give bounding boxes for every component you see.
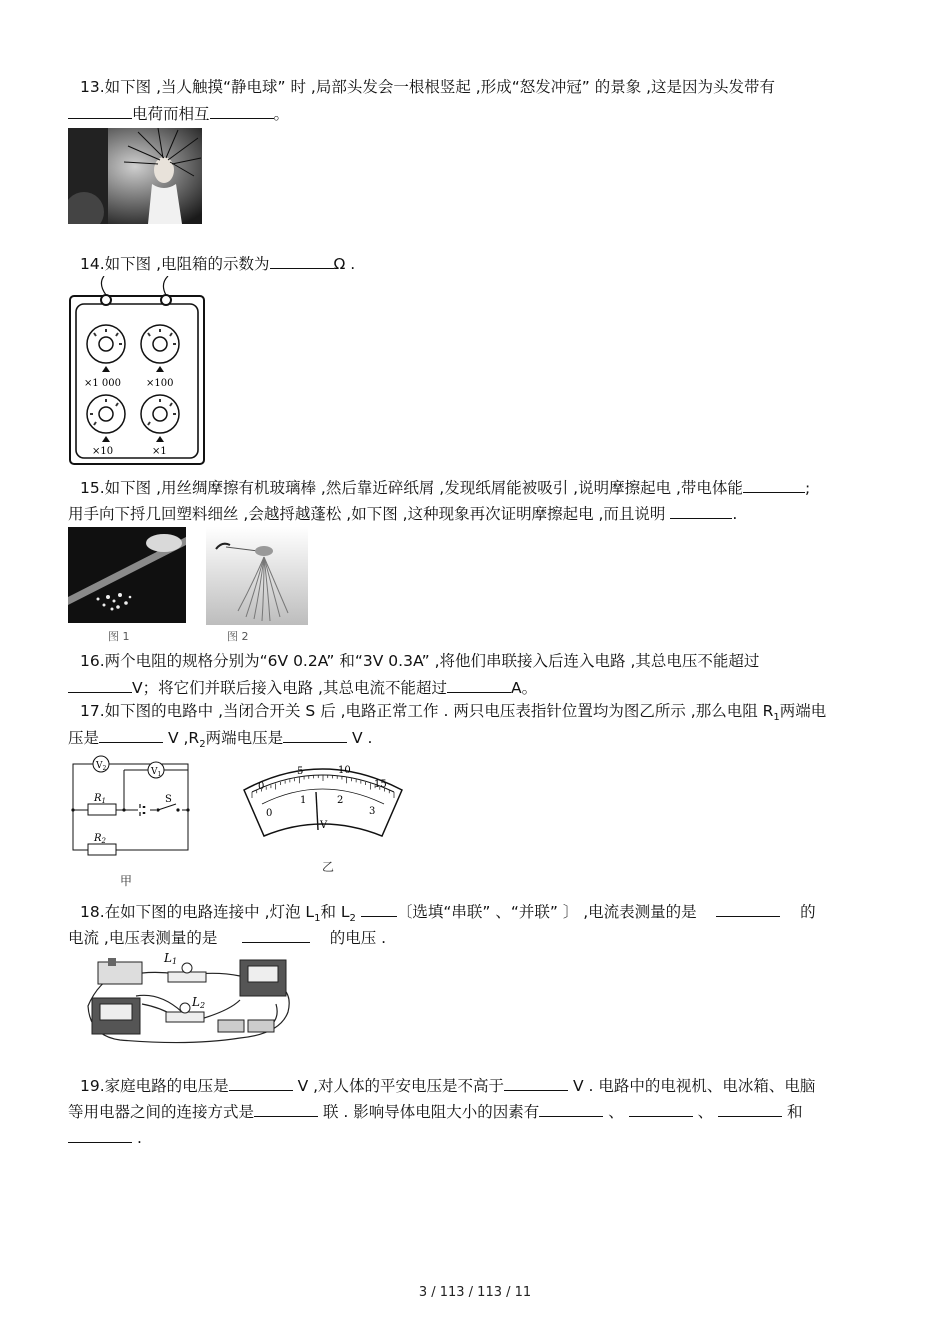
answer-blank[interactable] — [504, 1074, 568, 1091]
answer-blank[interactable] — [254, 1100, 318, 1117]
q15-line1: 15.如下图 ,用丝绸摩擦有机玻璃棒 ,然后靠近碎纸屑 ,发现纸屑能被吸引 ,说明摩擦起电 ,带电体能 ; — [80, 476, 810, 499]
plastic-strands-photo — [206, 527, 308, 625]
answer-blank[interactable] — [210, 102, 274, 119]
q13-line1: 13.如下图 ,当人触摸“静电球” 时 ,局部头发会一根根竖起 ,形成“怒发冲冠” 的景象 ,这是因为头发带有 — [80, 78, 776, 96]
page-footer: 3 / 113 / 113 / 11 — [418, 1285, 532, 1300]
q18-line1: 18.在如下图的电路连接中 ,灯泡 $L_1$和 $L_2$ 〔选填“串联” 、“并联” 〕 ,电流表测量的是 的 — [80, 900, 816, 930]
answer-blank[interactable] — [447, 676, 511, 693]
answer-blank[interactable] — [670, 502, 732, 519]
dial-label: ×100 — [146, 378, 174, 389]
figure-caption: 甲 — [120, 874, 133, 888]
answer-blank[interactable] — [629, 1100, 693, 1117]
q19-line1: 19.家庭电路的电压是 V ,对人体的平安电压是不高于 V . 电路中的电视机、电冰箱、电脑 — [80, 1074, 815, 1097]
glass-rod-photo — [68, 527, 186, 623]
q18-line2: 电流 ,电压表测量的是 的电压 . — [68, 926, 386, 949]
meter-bottom-label: 2 — [337, 795, 344, 806]
q19-line3: . — [68, 1126, 142, 1149]
figure-caption: 乙 — [322, 860, 335, 874]
answer-blank[interactable] — [283, 726, 347, 743]
meter-top-label: 10 — [338, 765, 351, 776]
answer-blank[interactable] — [229, 1074, 293, 1091]
answer-blank[interactable] — [68, 676, 132, 693]
dial-label: ×10 — [92, 446, 114, 457]
svg-text:R2: $R_2$ — [94, 833, 106, 845]
q17-line1: 17.如下图的电路中 ,当闭合开关 S 后 ,电路正常工作 . 两只电压表指针位置均为图乙所示 ,那么电阻 $R_1$两端电 — [80, 702, 827, 724]
meter-bottom-label: 1 — [300, 795, 307, 806]
answer-blank[interactable] — [68, 1126, 132, 1143]
meter-top-label: 15 — [374, 779, 387, 790]
answer-blank[interactable] — [718, 1100, 782, 1117]
q15-line2: 用手向下捋几回塑料细丝 ,会越捋越蓬松 ,如下图 ,这种现象再次证明摩擦起电 ,而且说明 . — [68, 502, 737, 525]
meter-bottom-label: 0 — [266, 808, 273, 819]
voltmeter-dial-yi — [238, 756, 408, 852]
svg-text:V2: $V_2$ — [96, 761, 107, 772]
answer-blank[interactable] — [743, 476, 805, 493]
answer-blank[interactable] — [539, 1100, 603, 1117]
answer-blank[interactable] — [242, 926, 310, 943]
dial-label: ×1 000 — [84, 378, 122, 389]
svg-text:R1: $R_1$ — [94, 793, 106, 805]
svg-text:L2: L2 — [192, 995, 206, 1010]
static-ball-photo — [68, 128, 202, 224]
answer-blank[interactable] — [99, 726, 163, 743]
svg-text:L1: L1 — [164, 951, 178, 966]
answer-blank[interactable] — [68, 102, 132, 119]
q16-line2: V；将它们并联后接入电路 ,其总电流不能超过 A。 — [68, 676, 537, 699]
dial-label: ×1 — [152, 446, 167, 457]
svg-text:S: S — [165, 794, 172, 805]
meter-bottom-label: 3 — [369, 806, 376, 817]
q16-line1: 16.两个电阻的规格分别为“6V 0.2A” 和“3V 0.3A” ,将他们串联接入后连入电路 ,其总电压不能超过 — [80, 652, 760, 670]
answer-blank[interactable] — [361, 900, 397, 917]
q14-line: 14.如下图 ,电阻箱的示数为 Ω . — [80, 252, 355, 275]
q13-line2: 电荷而相互 。 — [68, 102, 289, 125]
resistance-box — [68, 276, 208, 466]
circuit-photo — [80, 948, 296, 1046]
circuit-diagram-jia — [68, 754, 192, 870]
answer-blank[interactable] — [270, 252, 334, 269]
answer-blank[interactable] — [716, 900, 780, 917]
meter-top-label: 0 — [258, 781, 265, 792]
figure-caption: 图 2 — [227, 630, 249, 643]
meter-top-label: 5 — [297, 766, 304, 777]
figure-caption: 图 1 — [108, 630, 130, 643]
q17-line2: 压是 V $,R_2$两端电压是 V . — [68, 726, 372, 756]
svg-text:V1: $V_1$ — [151, 767, 162, 778]
q19-line2: 等用电器之间的连接方式是 联 . 影响导体电阻大小的因素有 、 、 和 — [68, 1100, 802, 1123]
meter-unit: V — [320, 820, 328, 831]
